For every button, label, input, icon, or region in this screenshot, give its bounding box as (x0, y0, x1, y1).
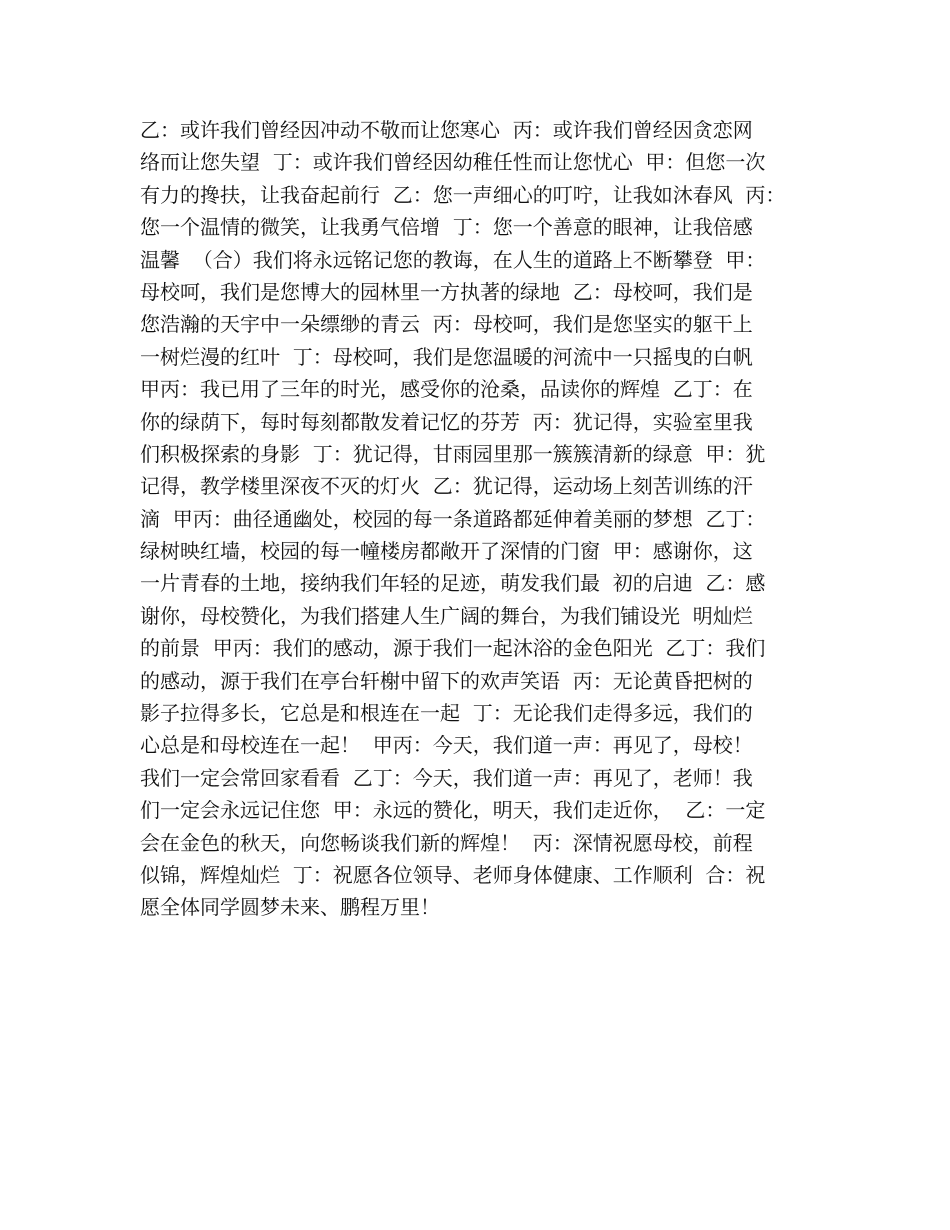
text-line: 甲丙：我已用了三年的时光，感受你的沧桑，品读你的辉煌 乙丁：在 (140, 377, 753, 402)
text-line: 们一定会永远记住您 甲：永远的赞化，明天，我们走近你， 乙：一定 (140, 798, 766, 823)
text-line: 乙：或许我们曾经因冲动不敬而让您寒心 丙：或许我们曾经因贪恋网 (140, 118, 753, 142)
text-line: 愿全体同学圆梦未来、鹏程万里！ (140, 895, 440, 920)
text-line: 们积极探索的身影 丁：犹记得，甘雨园里那一簇簇清新的绿意 甲：犹 (140, 441, 766, 466)
text-line: 影子拉得多长，它总是和根连在一起 丁：无论我们走得多远，我们的 (140, 701, 753, 726)
text-line: 谢你，母校赞化，为我们搭建人生广阔的舞台，为我们铺设光 明灿烂 (140, 603, 753, 628)
text-line: 有力的搀扶，让我奋起前行 乙：您一声细心的叮咛，让我如沐春风 丙： (140, 182, 786, 207)
text-line: 温馨 （合）我们将永远铭记您的教诲，在人生的道路上不断攀登 甲： (140, 247, 766, 272)
text-line: 会在金色的秋天，向您畅谈我们新的辉煌！ 丙：深情祝愿母校，前程 (140, 830, 753, 855)
text-line: 绿树映红墙，校园的每一幢楼房都敞开了深情的门窗 甲：感谢你，这 (140, 539, 753, 564)
text-line: 您浩瀚的天宇中一朵缥缈的青云 丙：母校呵，我们是您坚实的躯干上 (140, 312, 753, 337)
text-line: 的前景 甲丙：我们的感动，源于我们一起沐浴的金色阳光 乙丁：我们 (140, 636, 766, 661)
text-line: 一树烂漫的红叶 丁：母校呵，我们是您温暖的河流中一只摇曳的白帆 (140, 344, 753, 369)
text-line: 一片青春的土地，接纳我们年轻的足迹，萌发我们最 初的启迪 乙：感 (140, 571, 766, 596)
text-line: 的感动，源于我们在亭台轩榭中留下的欢声笑语 丙：无论黄昏把树的 (140, 668, 753, 693)
text-line: 你的绿荫下，每时每刻都散发着记忆的芬芳 丙：犹记得，实验室里我 (140, 409, 753, 434)
document-body (140, 114, 830, 924)
text-line: 似锦，辉煌灿烂 丁：祝愿各位领导、老师身体健康、工作顺利 合：祝 (140, 862, 766, 887)
text-line: 母校呵，我们是您博大的园林里一方执著的绿地 乙：母校呵，我们是 (140, 279, 753, 304)
text-line: 我们一定会常回家看看 乙丁：今天，我们道一声：再见了，老师！我 (140, 765, 753, 790)
text-line: 记得，教学楼里深夜不灭的灯火 乙：犹记得，运动场上刻苦训练的汗 (140, 474, 753, 499)
text-line: 心总是和母校连在一起！ 甲丙：今天，我们道一声：再见了，母校！ (140, 733, 753, 758)
text-line: 滴 甲丙：曲径通幽处，校园的每一条道路都延伸着美丽的梦想 乙丁： (140, 506, 766, 531)
text-line: 络而让您失望 丁：或许我们曾经因幼稚任性而让您忧心 甲：但您一次 (140, 150, 766, 175)
text-line: 您一个温情的微笑，让我勇气倍增 丁：您一个善意的眼神，让我倍感 (140, 215, 753, 240)
